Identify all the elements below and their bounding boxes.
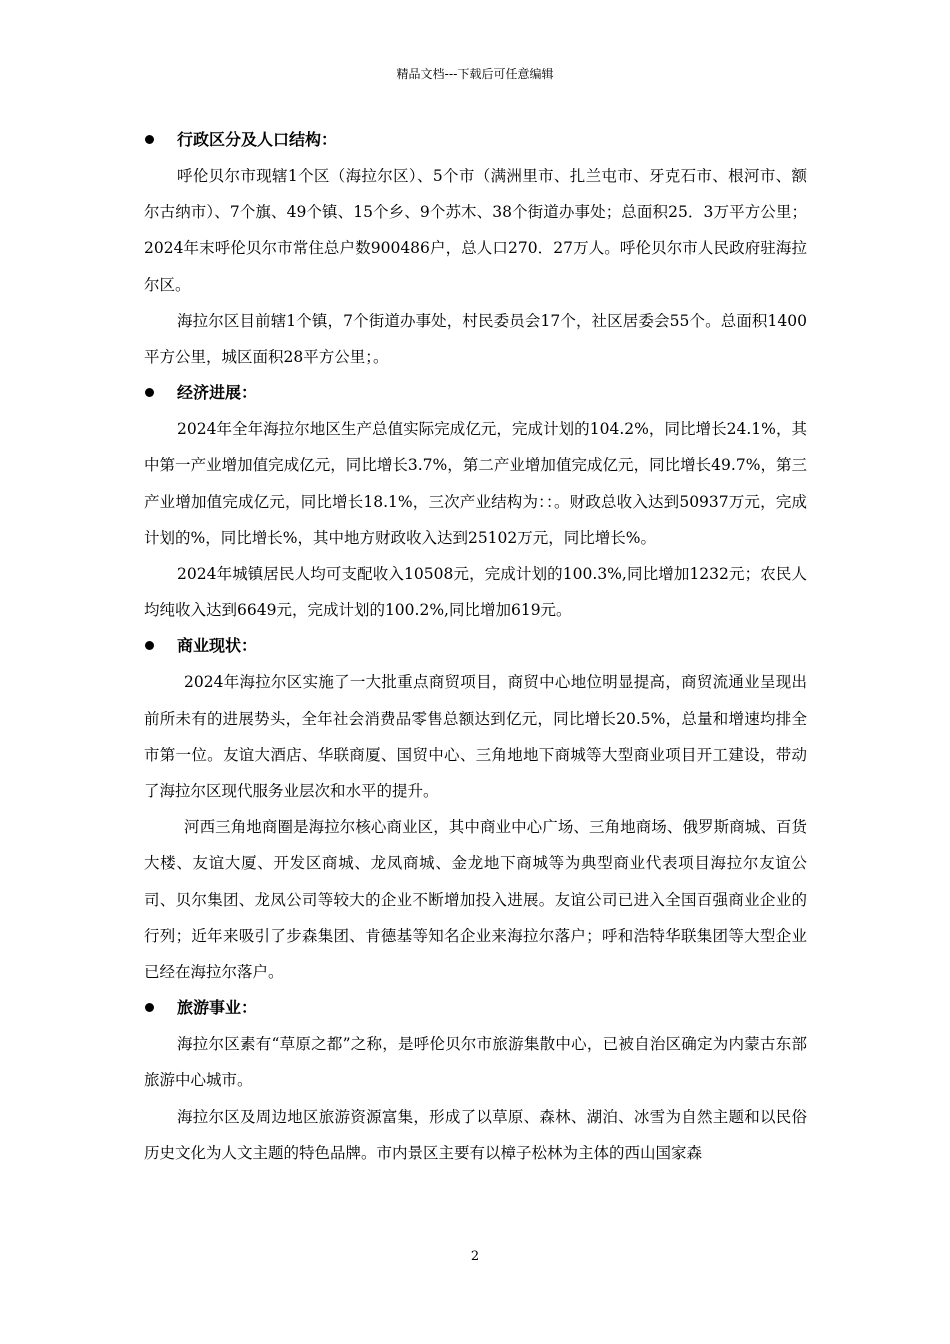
bullet-icon (145, 388, 154, 397)
section-heading-commerce (144, 628, 807, 664)
bullet-icon (145, 1003, 154, 1012)
section-heading-text: 经济进展： (177, 383, 258, 403)
paragraph: 海拉尔区目前辖1个镇，7个街道办事处，村民委员会17个，社区居委会55个。总面积1400平方公里，城区面积28平方公里；。 (144, 311, 807, 367)
section-heading-administrative (144, 122, 807, 158)
page-number: 2 (470, 1249, 480, 1264)
section-heading-tourism (144, 990, 807, 1026)
bullet-icon (145, 641, 154, 650)
section-heading-economy (144, 375, 807, 411)
section-heading-text: 行政区分及人口结构： (177, 130, 338, 149)
bullet-icon (145, 135, 154, 144)
paragraph: 河西三角地商圈是海拉尔核心商业区，其中商业中心广场、三角地商场、俄罗斯商城、百货大楼、友谊大厦、开发区商城、龙凤商城、金龙地下商城等为典型商业代表项目海拉尔友谊公司、贝尔集团、龙凤公司等较大的企业不断增加投入进展。友谊公司已进入全国百强商业企业的行列；近年来吸引了步森集团、肯德基等知名企业来海拉尔落户；呼和浩特华联集团等大型企业已经在海拉尔落户。 (144, 818, 807, 982)
document-body (144, 122, 807, 1171)
paragraph: 海拉尔区素有“草原之都”之称，是呼伦贝尔市旅游集散中心，已被自治区确定为内蒙古东部旅游中心城市。 (144, 1035, 807, 1090)
section-heading-text: 旅游事业： (177, 998, 258, 1018)
paragraph: 呼伦贝尔市现辖1个区（海拉尔区）、5个市（满洲里市、扎兰屯市、牙克石市、根河市、额尔古纳市）、7个旗、49个镇、15个乡、9个苏木、38个街道办事处；总面积25．3万平方公里；2024年末呼伦贝尔市常住总户数900486户，总人口270．27万人。呼伦贝尔市人民政府驻海拉尔区。 (144, 167, 807, 294)
paragraph: 2024年城镇居民人均可支配收入10508元，完成计划的100.3%,同比增加1232元；农民人均纯收入达到6649元，完成计划的100.2%,同比增加619元。 (144, 565, 807, 620)
paragraph: 海拉尔区及周边地区旅游资源富集，形成了以草原、森林、湖泊、冰雪为自然主题和以民俗历史文化为人文主题的特色品牌。市内景区主要有以樟子松林为主体的西山国家森 (144, 1107, 807, 1162)
page-header: 精品文档---下载后可任意编辑 (396, 67, 554, 81)
section-heading-text: 商业现状： (177, 636, 258, 656)
paragraph: 2024年海拉尔区实施了一大批重点商贸项目，商贸中心地位明显提高，商贸流通业呈现出前所未有的进展势头，全年社会消费品零售总额达到亿元，同比增长20.5%，总量和增速均排全市第一位。友谊大酒店、华联商厦、国贸中心、三角地地下商城等大型商业项目开工建设，带动了海拉尔区现代服务业层次和水平的提升。 (144, 673, 807, 801)
paragraph: 2024年全年海拉尔地区生产总值实际完成亿元，完成计划的104.2%，同比增长24.1%，其中第一产业增加值完成亿元，同比增长3.7%，第二产业增加值完成亿元，同比增长49.7%，第三产业增加值完成亿元，同比增长18.1%，三次产业结构为：：。财政总收入达到50937万元，完成计划的%，同比增长%，其中地方财政收入达到25102万元，同比增长%。 (144, 420, 807, 547)
